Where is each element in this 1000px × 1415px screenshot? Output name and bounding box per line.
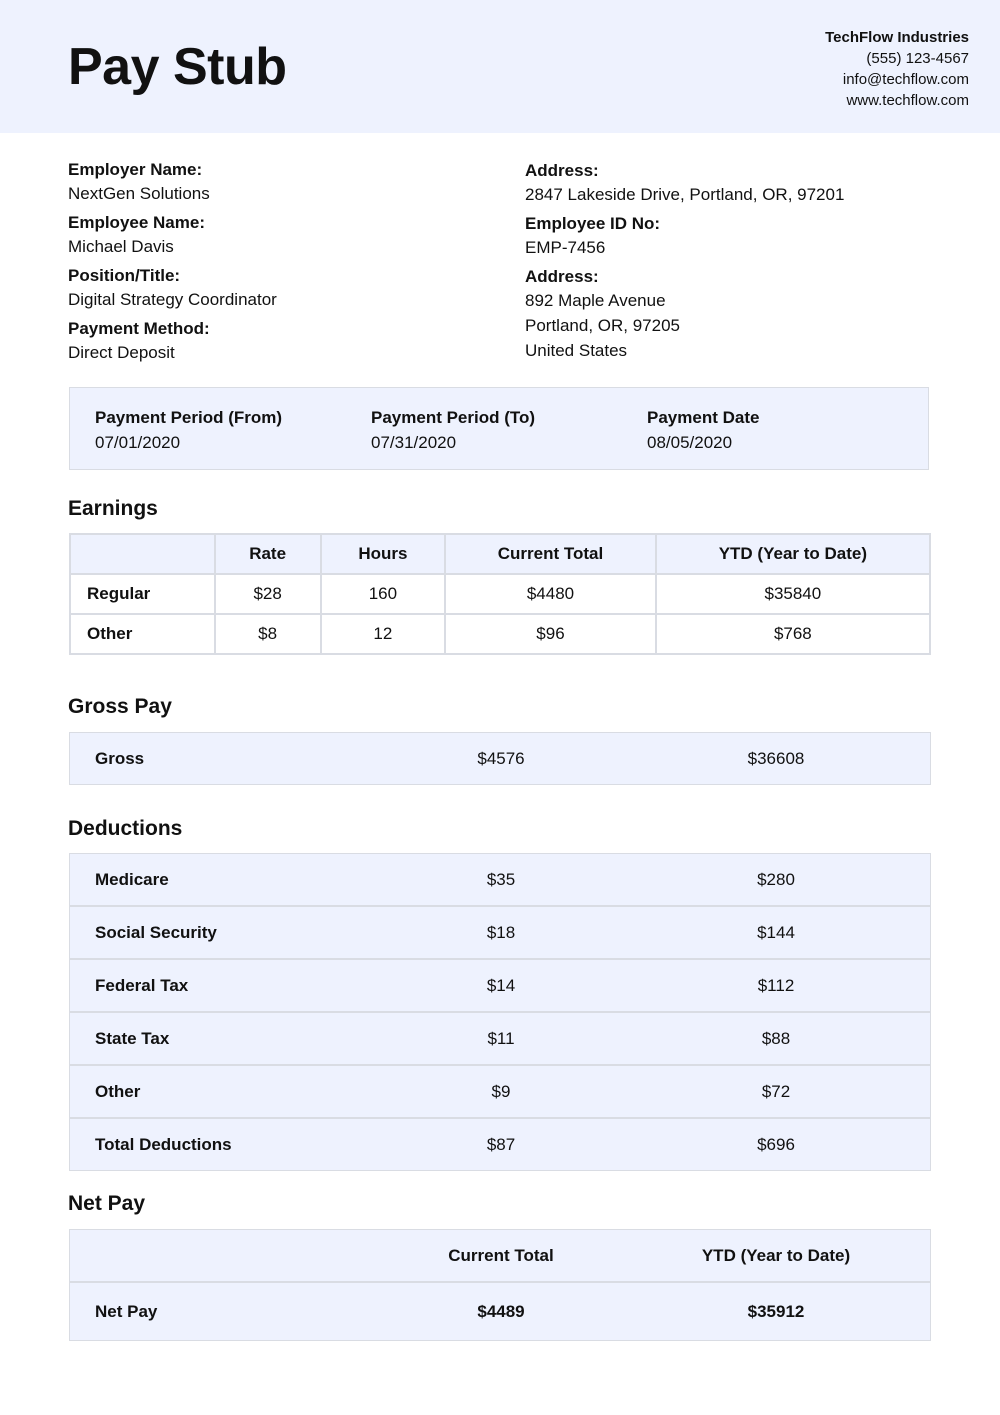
deduction-label: Social Security	[95, 923, 217, 942]
deduction-current: $14	[486, 976, 516, 995]
table-row	[70, 614, 930, 654]
earnings-title: Earnings	[68, 497, 158, 520]
period-from	[95, 406, 282, 456]
net-pay-current: $4489	[477, 1302, 525, 1321]
total-deductions-label: Total Deductions	[95, 1135, 232, 1154]
net-pay-header-row	[70, 1230, 930, 1281]
payment-date-label: Payment Date	[647, 408, 760, 427]
net-header-current: Current Total	[448, 1246, 554, 1265]
net-pay-title: Net Pay	[68, 1192, 146, 1215]
earnings-current: $96	[445, 614, 655, 654]
position-value: Digital Strategy Coordinator	[68, 290, 277, 309]
employee-name-label: Employee Name:	[68, 213, 205, 232]
deduction-label: Federal Tax	[95, 976, 189, 995]
deduction-current: $35	[486, 870, 516, 889]
deduction-current: $11	[487, 1029, 515, 1048]
employee-id: EMP-7456	[525, 238, 606, 257]
earnings-header-rate: Rate	[215, 534, 321, 574]
deduction-ytd: $144	[757, 923, 795, 942]
deduction-ytd: $280	[757, 870, 795, 889]
deduction-current: $9	[491, 1082, 511, 1101]
table-row	[70, 733, 930, 784]
employee-id-label: Employee ID No:	[525, 214, 661, 233]
net-pay-label: Net Pay	[95, 1302, 158, 1321]
earnings-header-current: Current Total	[445, 534, 655, 574]
net-pay-box	[69, 1229, 931, 1341]
payment-date-value: 08/05/2020	[647, 433, 733, 452]
total-deductions-current: $87	[486, 1135, 516, 1154]
employee-address-line3: United States	[525, 341, 628, 360]
earnings-hours: 12	[321, 614, 446, 654]
payment-date	[647, 406, 759, 456]
payment-method-value: Direct Deposit	[68, 343, 175, 362]
earnings-table	[69, 533, 931, 655]
gross-pay-title: Gross Pay	[68, 695, 172, 718]
company-email: info@techflow.com	[842, 71, 969, 88]
employer-name-label: Employer Name:	[68, 160, 203, 179]
earnings-rate: $8	[215, 614, 321, 654]
net-header-ytd: YTD (Year to Date)	[701, 1246, 851, 1265]
period-to-label: Payment Period (To)	[371, 408, 536, 427]
deductions-title: Deductions	[68, 817, 183, 840]
position-label: Position/Title:	[68, 266, 181, 285]
earnings-ytd: $35840	[656, 574, 930, 614]
table-row	[70, 1064, 930, 1117]
earnings-row-label: Other	[70, 614, 215, 654]
gross-ytd: $36608	[747, 749, 805, 768]
deduction-ytd: $112	[757, 976, 795, 995]
table-row	[70, 1011, 930, 1064]
earnings-ytd: $768	[656, 614, 930, 654]
earnings-rate: $28	[215, 574, 321, 614]
gross-label: Gross	[95, 749, 145, 768]
employee-name: Michael Davis	[68, 237, 174, 256]
total-deductions-ytd: $696	[757, 1135, 795, 1154]
earnings-row-label: Regular	[70, 574, 215, 614]
deduction-ytd: $88	[761, 1029, 791, 1048]
page-header	[0, 0, 1000, 133]
employee-address-label: Address:	[525, 267, 599, 286]
earnings-header-ytd: YTD (Year to Date)	[656, 534, 930, 574]
employee-address-line2: Portland, OR, 97205	[525, 316, 680, 335]
table-row	[70, 905, 930, 958]
period-to-value: 07/31/2020	[371, 433, 457, 452]
net-pay-ytd: $35912	[747, 1302, 805, 1321]
period-to	[371, 406, 535, 456]
deduction-label: State Tax	[95, 1029, 170, 1048]
deduction-ytd: $72	[761, 1082, 791, 1101]
earnings-header-row	[70, 534, 930, 574]
earnings-header-blank	[70, 534, 215, 574]
employer-name: NextGen Solutions	[68, 184, 210, 203]
table-row	[70, 574, 930, 614]
payment-method-label: Payment Method:	[68, 319, 210, 338]
deductions-box	[69, 853, 931, 1171]
deduction-label: Medicare	[95, 870, 169, 889]
table-row	[70, 1281, 930, 1340]
gross-pay-box	[69, 732, 931, 785]
gross-current: $4576	[477, 749, 525, 768]
earnings-header-hours: Hours	[321, 534, 446, 574]
company-info	[825, 27, 969, 111]
period-from-value: 07/01/2020	[95, 433, 181, 452]
period-from-label: Payment Period (From)	[95, 408, 283, 427]
employee-address-line1: 892 Maple Avenue	[525, 291, 666, 310]
info-left-column	[68, 159, 277, 365]
company-website: www.techflow.com	[846, 92, 969, 109]
deduction-label: Other	[95, 1082, 141, 1101]
earnings-hours: 160	[321, 574, 446, 614]
employer-address: 2847 Lakeside Drive, Portland, OR, 97201	[525, 185, 845, 204]
payment-period-box	[69, 387, 929, 470]
company-phone: (555) 123-4567	[866, 50, 969, 67]
table-row	[70, 1117, 930, 1170]
table-row	[70, 854, 930, 905]
earnings-current: $4480	[445, 574, 655, 614]
table-row	[70, 958, 930, 1011]
deduction-current: $18	[486, 923, 516, 942]
employer-address-label: Address:	[525, 161, 599, 180]
info-right-column	[525, 160, 844, 363]
company-name: TechFlow Industries	[825, 29, 969, 46]
page-title: Pay Stub	[68, 38, 287, 96]
